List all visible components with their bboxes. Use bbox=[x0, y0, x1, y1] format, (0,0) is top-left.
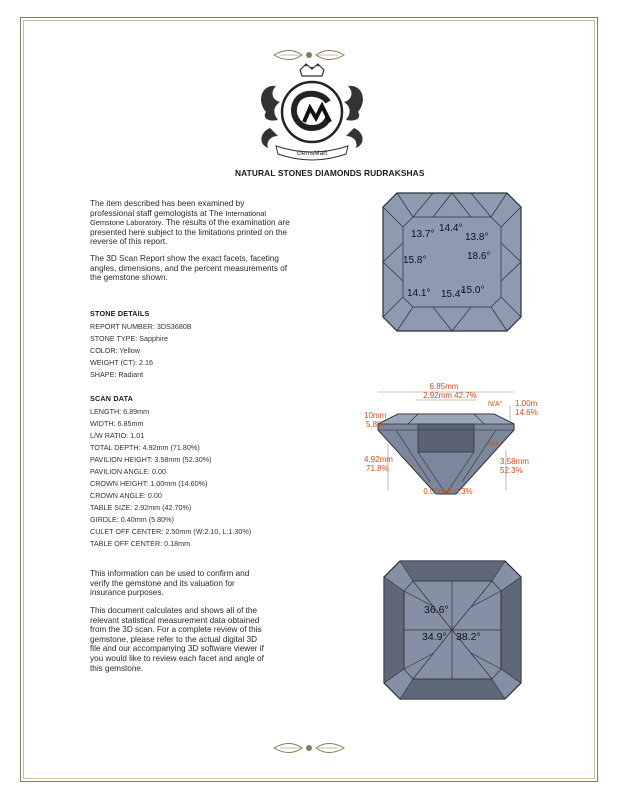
intro-paragraph-2: The 3D Scan Report show the exact facets, faceting angles, dimensions, and the percent measurements of the gemstone shown. bbox=[90, 254, 288, 283]
top-angle: 15.4° bbox=[441, 289, 465, 300]
pavilion-angle-label: N/A° bbox=[488, 441, 503, 448]
girdle-pct: 5.8% bbox=[366, 420, 385, 429]
crown-height-label: 1.00m bbox=[515, 399, 538, 408]
brand-logo bbox=[252, 62, 372, 170]
pavilion-height-label: 3.58mm bbox=[500, 457, 529, 466]
culet-label: 0.02mm 0.3% bbox=[423, 487, 473, 496]
gem-side-view bbox=[360, 378, 538, 502]
brand-name: NATURAL STONES DIAMONDS RUDRAKSHAS bbox=[235, 168, 425, 178]
top-angle: 15.0° bbox=[461, 285, 485, 296]
top-angle: 15.8° bbox=[403, 255, 427, 266]
crown-angle-label: N/A° bbox=[488, 401, 503, 408]
lab-name: International Gemstone Laboratory bbox=[90, 208, 267, 228]
pavilion-height-pct: 52.3% bbox=[500, 466, 523, 475]
scan-row: TABLE OFF CENTER: 0.18mm bbox=[90, 539, 191, 548]
top-angle: 14.1° bbox=[407, 288, 431, 299]
scan-row: TABLE SIZE: 2.92mm (42.70%) bbox=[90, 503, 192, 512]
detail-row: SHAPE: Radiant bbox=[90, 370, 144, 379]
logo-ribbon-text: GemsMart bbox=[296, 150, 328, 157]
bottom-angle: 36.6° bbox=[424, 604, 449, 616]
scan-row: TOTAL DEPTH: 4.92mm (71.80%) bbox=[90, 443, 200, 452]
gem-bottom-view bbox=[384, 561, 521, 699]
detail-row: REPORT NUMBER: 3DS3680B bbox=[90, 322, 192, 331]
outro-paragraph-2: This document calculates and shows all of the relevant statistical measurement data obtained from the 3D scan. For a complete review of this gemstone, please refer to the actual digital 3D file and our accompanying 3D software viewer if you would like to review each facet and angle of this gemstone. bbox=[90, 606, 264, 673]
scan-row: PAVILION ANGLE: 0.00 bbox=[90, 467, 167, 476]
detail-row: COLOR: Yellow bbox=[90, 346, 140, 355]
top-angle: 13.8° bbox=[465, 232, 489, 243]
scan-row: LENGTH: 6.89mm bbox=[90, 407, 150, 416]
detail-row: STONE TYPE: Sapphire bbox=[90, 334, 169, 343]
top-angle: 14.4° bbox=[439, 223, 463, 234]
top-angle: 13.7° bbox=[411, 229, 435, 240]
gem-top-view bbox=[383, 193, 521, 331]
bottom-angle: 34.9° bbox=[422, 631, 447, 643]
crown-height-pct: 14.6% bbox=[515, 408, 538, 417]
top-angle: 18.6° bbox=[467, 251, 491, 262]
stone-details-title: STONE DETAILS bbox=[90, 309, 150, 318]
scan-row: CROWN HEIGHT: 1.00mm (14.60%) bbox=[90, 479, 208, 488]
width-label: 6.85mm bbox=[429, 382, 459, 391]
scan-row: CULET OFF CENTER: 2.50mm (W:2.10, L:1.30%) bbox=[90, 527, 252, 536]
scan-data-title: SCAN DATA bbox=[90, 394, 134, 403]
table-label: 2.92mm 42.7% bbox=[423, 391, 477, 400]
bottom-angle: 38.2° bbox=[456, 631, 481, 643]
scan-row: GIRDLE: 0.40mm (5.80%) bbox=[90, 515, 174, 524]
girdle-label: 10mm bbox=[364, 411, 387, 420]
top-ornament bbox=[272, 48, 346, 62]
intro-text-end: . The results of the examination are presented here subject to the limitations printed on the reverse of this report. bbox=[90, 218, 290, 247]
intro-text: The item described has been examined by professional staff gemologists at The bbox=[90, 199, 245, 218]
depth-label: 4.92mm bbox=[364, 455, 393, 464]
depth-pct: 71.8% bbox=[366, 464, 389, 473]
scan-row: L/W RATIO: 1.01 bbox=[90, 431, 145, 440]
detail-row: WEIGHT (CT): 2.16 bbox=[90, 358, 153, 367]
scan-row: PAVILION HEIGHT: 3.58mm (52.30%) bbox=[90, 455, 212, 464]
intro-paragraph-1 bbox=[90, 199, 290, 247]
outro-paragraph-1: This information can be used to confirm and verify the gemstone and its valuation for insurance purposes. bbox=[90, 569, 250, 598]
scan-row: WIDTH: 6.85mm bbox=[90, 419, 144, 428]
bottom-ornament bbox=[272, 741, 346, 755]
scan-row: CROWN ANGLE: 0.00 bbox=[90, 491, 162, 500]
